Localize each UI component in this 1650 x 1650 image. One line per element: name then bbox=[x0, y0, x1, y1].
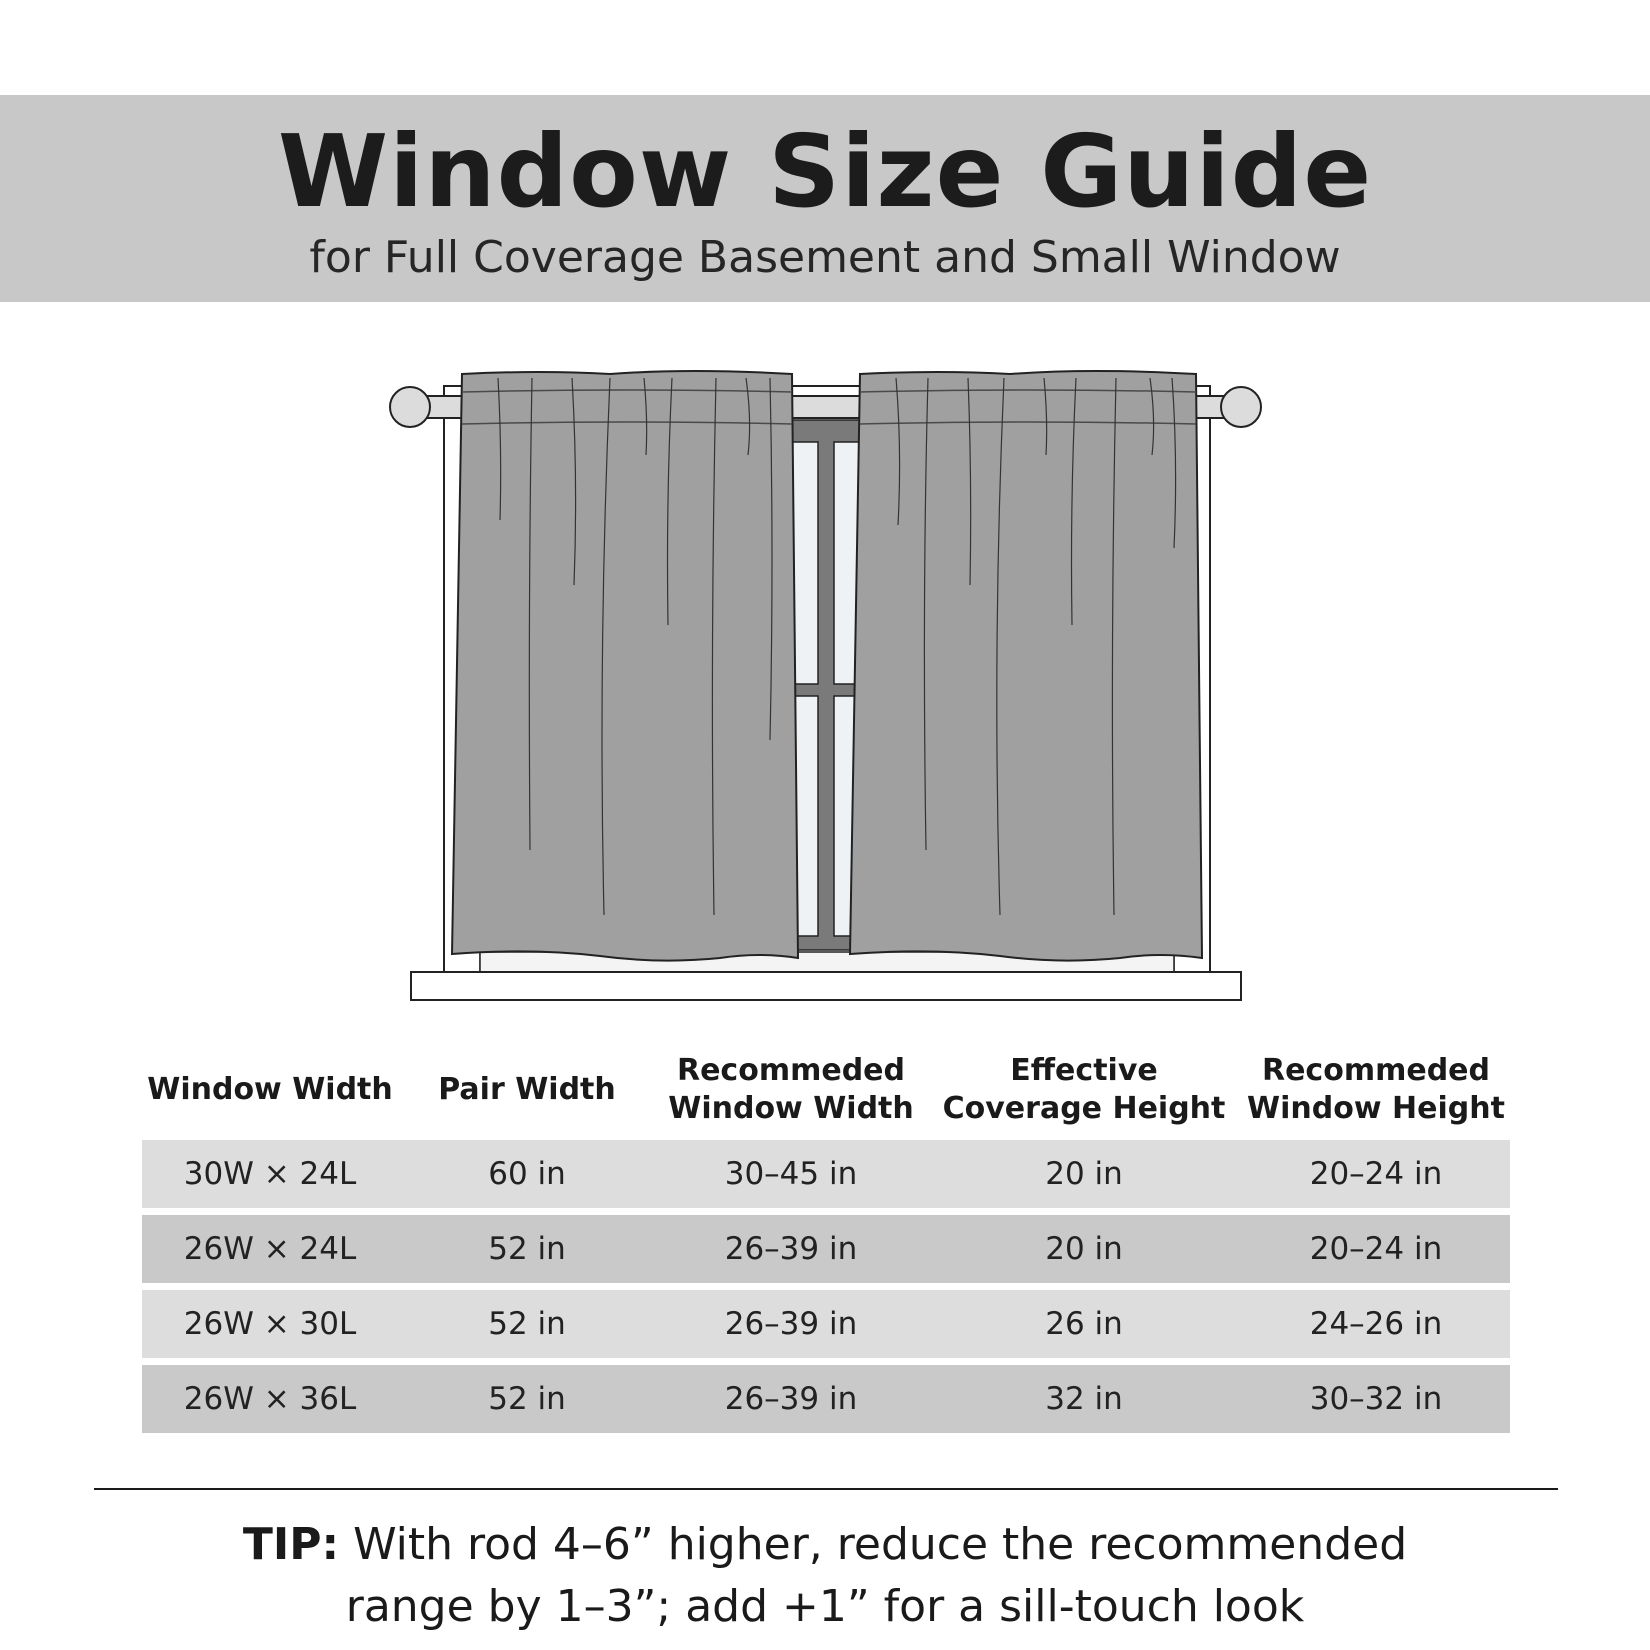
column-header: Window Width bbox=[147, 1072, 393, 1107]
table-row bbox=[142, 1290, 1510, 1358]
table-cell: 60 in bbox=[398, 1140, 656, 1208]
table-cell: 20–24 in bbox=[1242, 1215, 1510, 1283]
table-cell: 26W × 30L bbox=[142, 1290, 398, 1358]
table-cell: 32 in bbox=[926, 1365, 1242, 1433]
page-title: Window Size Guide bbox=[277, 113, 1373, 230]
table-cell: 52 in bbox=[398, 1215, 656, 1283]
tip-note bbox=[0, 1514, 1650, 1638]
table-cell: 30W × 24L bbox=[142, 1140, 398, 1208]
tip-line-1 bbox=[0, 1514, 1650, 1576]
table-cell: 30–45 in bbox=[656, 1140, 926, 1208]
table-cell: 26–39 in bbox=[656, 1215, 926, 1283]
table-cell: 52 in bbox=[398, 1290, 656, 1358]
table-cell: 26–39 in bbox=[656, 1290, 926, 1358]
table-cell: 20–24 in bbox=[1242, 1140, 1510, 1208]
table-cell: 52 in bbox=[398, 1365, 656, 1433]
table-cell: 20 in bbox=[926, 1140, 1242, 1208]
left-curtain-panel bbox=[452, 371, 798, 961]
table-cell: 20 in bbox=[926, 1215, 1242, 1283]
table-cell: 30–32 in bbox=[1242, 1365, 1510, 1433]
table-cell: 26–39 in bbox=[656, 1365, 926, 1433]
table-cell: 24–26 in bbox=[1242, 1290, 1510, 1358]
column-header: Pair Width bbox=[438, 1072, 616, 1107]
table-row bbox=[142, 1365, 1510, 1433]
size-table bbox=[142, 1040, 1510, 1440]
table-header-row bbox=[142, 1047, 1510, 1133]
column-header: Recommeded Window Height bbox=[1247, 1053, 1505, 1126]
right-curtain-panel bbox=[850, 371, 1202, 961]
column-header: Effective Coverage Height bbox=[942, 1053, 1226, 1126]
tip-line-2: range by 1–3”; add +1” for a sill-touch look bbox=[345, 1581, 1305, 1632]
table-row bbox=[142, 1215, 1510, 1283]
tip-text-1: With rod 4–6” higher, reduce the recommended bbox=[339, 1519, 1408, 1570]
page-subtitle: for Full Coverage Basement and Small Window bbox=[309, 232, 1341, 283]
column-header: Recommeded Window Width bbox=[668, 1053, 914, 1126]
table-cell: 26 in bbox=[926, 1290, 1242, 1358]
table-cell: 26W × 36L bbox=[142, 1365, 398, 1433]
divider-line bbox=[94, 1488, 1558, 1490]
tip-label: TIP: bbox=[242, 1519, 340, 1570]
table-cell: 26W × 24L bbox=[142, 1215, 398, 1283]
table-row bbox=[142, 1140, 1510, 1208]
